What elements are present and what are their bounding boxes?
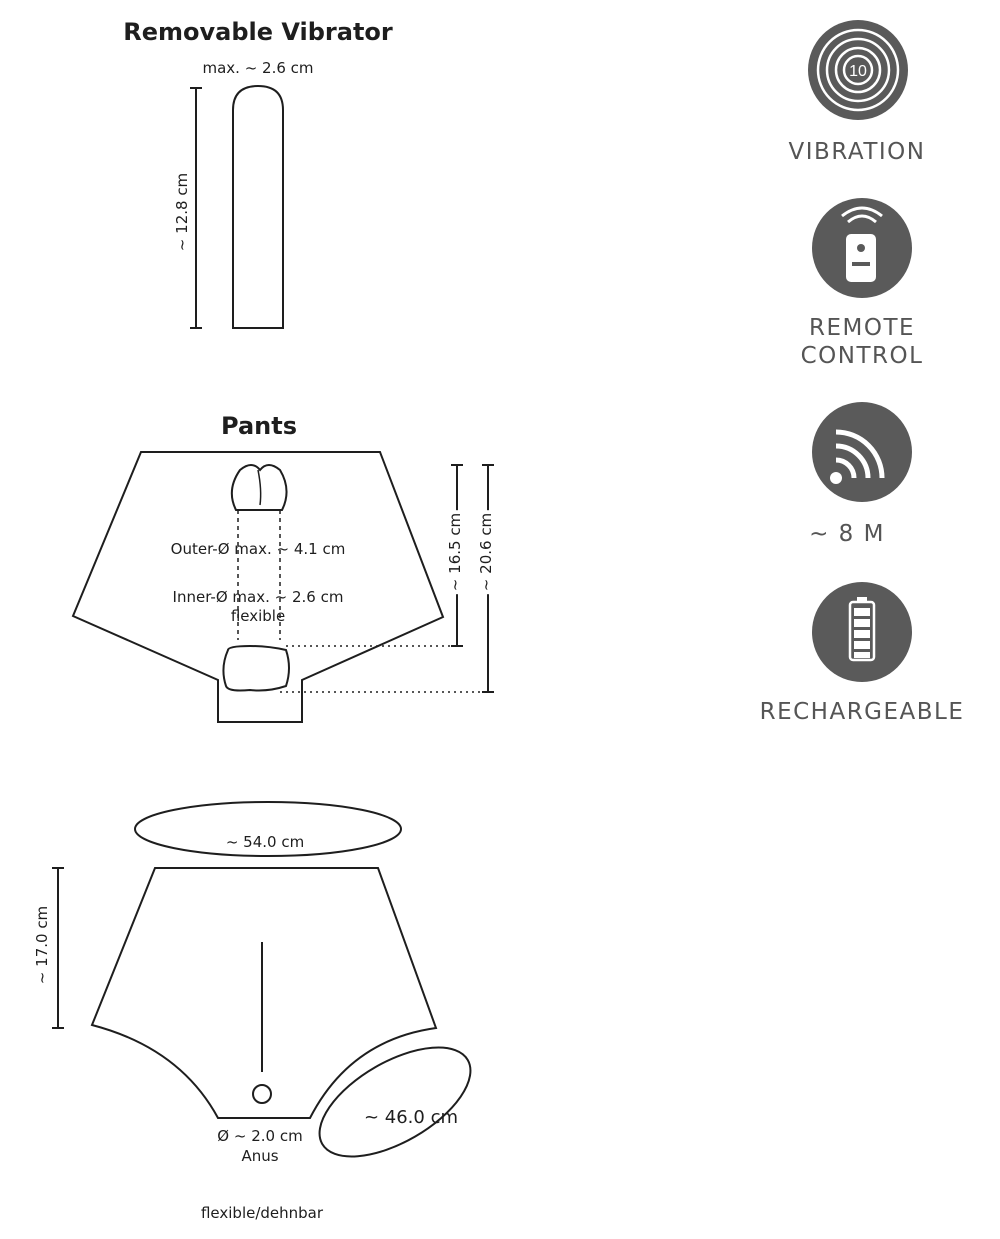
battery-icon — [812, 582, 912, 682]
vibrator-title: Removable Vibrator — [123, 18, 393, 46]
leg-ellipse — [302, 1025, 487, 1178]
inner-diameter-label: Inner-Ø max. ~ 2.6 cm — [172, 588, 344, 606]
ring-outline — [232, 465, 287, 510]
flexible-label: flexible — [230, 607, 286, 625]
feature-rechargeable-label: RECHARGEABLE — [759, 699, 965, 725]
feature-vibration-label: VIBRATION — [788, 139, 926, 165]
vibrator-outline — [233, 86, 283, 328]
waist-label: ~ 54.0 cm — [225, 833, 305, 851]
vibration-count: 10 — [849, 63, 867, 80]
feature-range-label: ~ 8 M — [809, 521, 885, 547]
outer-diameter-label: Outer-Ø max. ~ 4.1 cm — [170, 540, 346, 558]
vibrator-width-label: max. ~ 2.6 cm — [202, 59, 314, 77]
feature-remote-label-line1: REMOTE — [808, 315, 916, 341]
dim-16-5-label: ~ 16.5 cm — [446, 510, 464, 594]
footer-label: flexible/dehnbar — [200, 1204, 324, 1222]
pants-front-outline — [73, 452, 443, 722]
anus-hole — [253, 1085, 271, 1103]
back-height-label: ~ 17.0 cm — [33, 905, 51, 985]
pants-title: Pants — [221, 412, 297, 440]
dim-20-6-label: ~ 20.6 cm — [477, 510, 495, 594]
hole-diameter-label: Ø ~ 2.0 cm — [217, 1127, 303, 1145]
feature-remote-label-line2: CONTROL — [800, 343, 924, 369]
leg-label: ~ 46.0 cm — [363, 1107, 459, 1128]
wireless-range-icon — [812, 402, 912, 502]
dildo-base — [223, 646, 289, 691]
remote-control-icon — [812, 198, 912, 298]
hole-name-label: Anus — [241, 1147, 279, 1165]
vibration-10-icon — [808, 20, 908, 120]
pants-back-outline — [92, 868, 436, 1118]
vibrator-length-label: ~ 12.8 cm — [173, 172, 191, 252]
